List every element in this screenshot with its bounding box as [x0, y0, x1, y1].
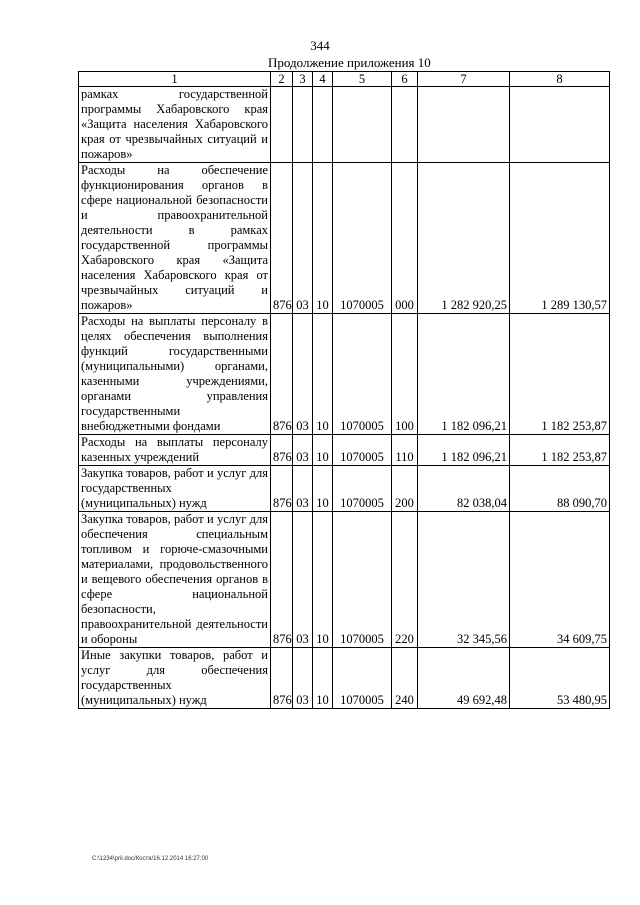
table-row [79, 314, 610, 435]
budget-table [78, 71, 610, 709]
header-col-1: 1 [79, 72, 271, 87]
row-description: Закупка товаров, работ и услуг для обеспечения специальным топливом и горюче-смазочными материалами, продовольственного и вещевого обеспечения органов в сфере национальной безопасности, правоохранительной деятельности и обороны [79, 512, 271, 648]
cell-section: 03 [293, 466, 313, 512]
row-description: Закупка товаров, работ и услуг для государственных (муниципальных) нужд [79, 466, 271, 512]
cell-amount-1: 1 182 096,21 [418, 435, 510, 466]
cell-section: 03 [293, 435, 313, 466]
table-row [79, 466, 610, 512]
cell-target-article [333, 87, 392, 163]
header-col-7: 7 [418, 72, 510, 87]
cell-section: 03 [293, 512, 313, 648]
cell-amount-1 [418, 87, 510, 163]
cell-expense-type: 200 [392, 466, 418, 512]
header-col-8: 8 [510, 72, 610, 87]
cell-ministry: 876 [271, 163, 293, 314]
cell-amount-2: 53 480,95 [510, 648, 610, 709]
cell-subsection: 10 [313, 435, 333, 466]
header-col-4: 4 [313, 72, 333, 87]
table-row [79, 87, 610, 163]
cell-expense-type [392, 87, 418, 163]
cell-amount-1: 32 345,56 [418, 512, 510, 648]
cell-target-article: 1070005 [333, 163, 392, 314]
row-description: Расходы на выплаты персоналу казенных учреждений [79, 435, 271, 466]
cell-amount-2: 1 289 130,57 [510, 163, 610, 314]
cell-section: 03 [293, 648, 313, 709]
cell-amount-2: 88 090,70 [510, 466, 610, 512]
cell-amount-2: 34 609,75 [510, 512, 610, 648]
row-description: Иные закупки товаров, работ и услуг для обеспечения государственных (муниципальных) нужд [79, 648, 271, 709]
cell-expense-type: 000 [392, 163, 418, 314]
header-col-5: 5 [333, 72, 392, 87]
cell-amount-1: 49 692,48 [418, 648, 510, 709]
cell-subsection: 10 [313, 314, 333, 435]
table-row [79, 435, 610, 466]
cell-amount-1: 1 282 920,25 [418, 163, 510, 314]
cell-amount-1: 82 038,04 [418, 466, 510, 512]
row-description: Расходы на выплаты персоналу в целях обеспечения выполнения функций государственными (муниципальными) органами, казенными учреждениями, органами управления государственными внебюджетными фондами [79, 314, 271, 435]
cell-subsection: 10 [313, 163, 333, 314]
cell-expense-type: 110 [392, 435, 418, 466]
cell-expense-type: 220 [392, 512, 418, 648]
row-description: Расходы на обеспечение функционирования органов в сфере национальной безопасности и правоохранительной деятельности в рамках государственной программы Хабаровского края «Защита населения Хабаровского края от чрезвычайных ситуаций и пожаров» [79, 163, 271, 314]
cell-subsection: 10 [313, 648, 333, 709]
cell-ministry: 876 [271, 512, 293, 648]
cell-section: 03 [293, 314, 313, 435]
header-col-2: 2 [271, 72, 293, 87]
cell-section [293, 87, 313, 163]
cell-ministry [271, 87, 293, 163]
cell-amount-2: 1 182 253,87 [510, 314, 610, 435]
header-col-3: 3 [293, 72, 313, 87]
cell-amount-2: 1 182 253,87 [510, 435, 610, 466]
table-row [79, 163, 610, 314]
cell-ministry: 876 [271, 435, 293, 466]
cell-amount-2 [510, 87, 610, 163]
cell-target-article: 1070005 [333, 512, 392, 648]
cell-ministry: 876 [271, 648, 293, 709]
cell-expense-type: 240 [392, 648, 418, 709]
header-row [79, 72, 610, 87]
row-description: рамках государственной программы Хабаровского края «Защита населения Хабаровского края от чрезвычайных ситуаций и пожаров» [79, 87, 271, 163]
header-col-6: 6 [392, 72, 418, 87]
cell-ministry: 876 [271, 466, 293, 512]
cell-expense-type: 100 [392, 314, 418, 435]
cell-ministry: 876 [271, 314, 293, 435]
cell-target-article: 1070005 [333, 648, 392, 709]
cell-target-article: 1070005 [333, 435, 392, 466]
cell-section: 03 [293, 163, 313, 314]
cell-target-article: 1070005 [333, 466, 392, 512]
cell-target-article: 1070005 [333, 314, 392, 435]
table-row [79, 512, 610, 648]
cell-subsection: 10 [313, 512, 333, 648]
cell-subsection: 10 [313, 466, 333, 512]
cell-subsection [313, 87, 333, 163]
cell-amount-1: 1 182 096,21 [418, 314, 510, 435]
page-number: 344 [310, 38, 330, 53]
appendix-subtitle: Продолжение приложения 10 [268, 55, 431, 70]
table-row [79, 648, 610, 709]
file-path-footer: C:\1234\pril.doc/Костя/16.12.2014 16:27:00 [92, 856, 209, 862]
